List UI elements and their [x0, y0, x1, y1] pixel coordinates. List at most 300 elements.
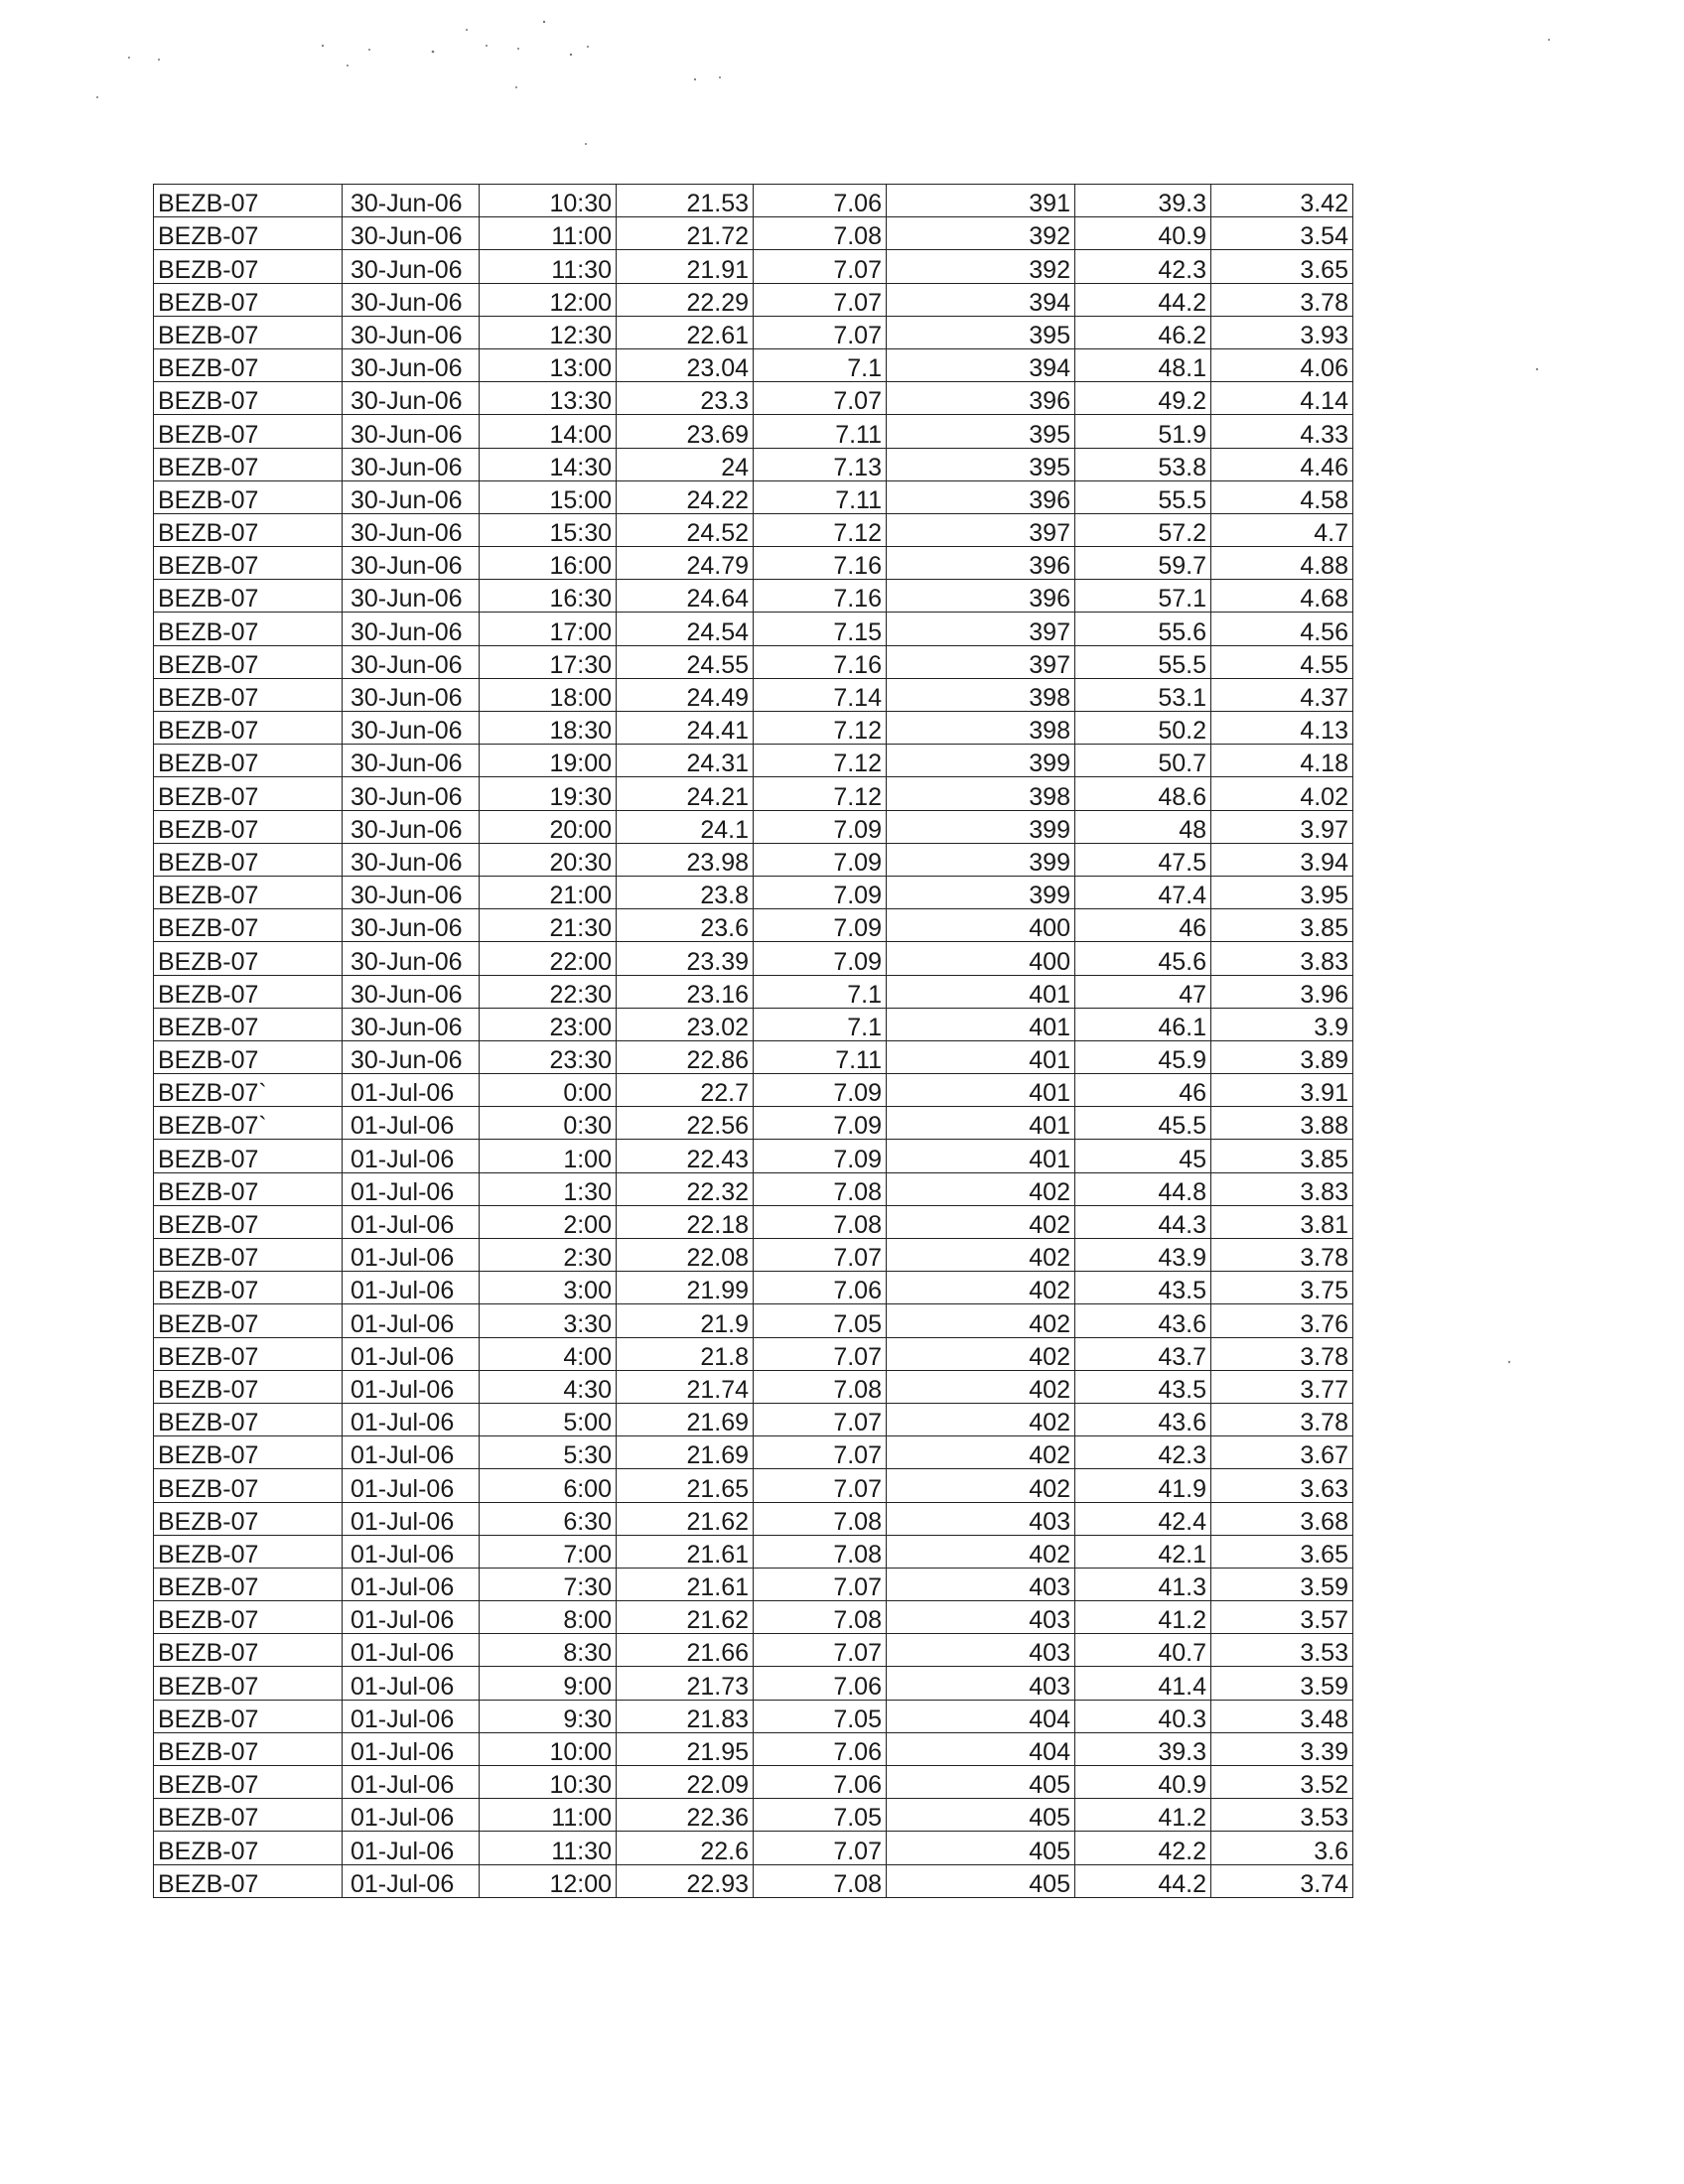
date-cell: 01-Jul-06 — [343, 1074, 480, 1107]
value5-cell: 3.65 — [1211, 1535, 1353, 1568]
table-row — [154, 1502, 1353, 1535]
time-cell: 17:00 — [480, 613, 617, 645]
value3-cell: 398 — [887, 678, 1075, 711]
value4-cell: 47.4 — [1075, 876, 1211, 908]
table-row — [154, 1732, 1353, 1765]
date-cell: 30-Jun-06 — [343, 777, 480, 810]
value2-cell: 7.16 — [754, 547, 887, 580]
site-cell: BEZB-07 — [154, 1436, 343, 1469]
table-row — [154, 745, 1353, 777]
value1-cell: 21.53 — [617, 185, 754, 217]
value2-cell: 7.11 — [754, 1040, 887, 1073]
value5-cell: 4.13 — [1211, 712, 1353, 745]
value4-cell: 49.2 — [1075, 382, 1211, 415]
time-cell: 20:30 — [480, 843, 617, 876]
value3-cell: 402 — [887, 1304, 1075, 1337]
value2-cell: 7.07 — [754, 382, 887, 415]
value4-cell: 43.6 — [1075, 1403, 1211, 1435]
site-cell: BEZB-07` — [154, 1074, 343, 1107]
table-row — [154, 250, 1353, 283]
value2-cell: 7.08 — [754, 1864, 887, 1897]
table-row — [154, 1107, 1353, 1140]
value5-cell: 3.54 — [1211, 217, 1353, 250]
time-cell: 9:00 — [480, 1667, 617, 1700]
time-cell: 3:00 — [480, 1272, 617, 1304]
site-cell: BEZB-07 — [154, 1766, 343, 1799]
value4-cell: 51.9 — [1075, 415, 1211, 448]
value1-cell: 21.62 — [617, 1502, 754, 1535]
table-row — [154, 1535, 1353, 1568]
date-cell: 01-Jul-06 — [343, 1667, 480, 1700]
time-cell: 7:30 — [480, 1568, 617, 1600]
date-cell: 30-Jun-06 — [343, 745, 480, 777]
value3-cell: 405 — [887, 1766, 1075, 1799]
value2-cell: 7.08 — [754, 1370, 887, 1403]
site-cell: BEZB-07 — [154, 480, 343, 513]
table-row — [154, 645, 1353, 678]
value3-cell: 400 — [887, 942, 1075, 975]
value3-cell: 401 — [887, 1107, 1075, 1140]
value5-cell: 3.42 — [1211, 185, 1353, 217]
table-row — [154, 580, 1353, 613]
value5-cell: 3.83 — [1211, 1172, 1353, 1205]
value1-cell: 23.6 — [617, 909, 754, 942]
table-row — [154, 1700, 1353, 1732]
value5-cell: 4.68 — [1211, 580, 1353, 613]
date-cell: 30-Jun-06 — [343, 1008, 480, 1040]
table-row — [154, 185, 1353, 217]
value2-cell: 7.1 — [754, 975, 887, 1008]
table-row — [154, 217, 1353, 250]
date-cell: 30-Jun-06 — [343, 415, 480, 448]
value5-cell: 4.58 — [1211, 480, 1353, 513]
date-cell: 30-Jun-06 — [343, 712, 480, 745]
value4-cell: 42.3 — [1075, 250, 1211, 283]
time-cell: 1:30 — [480, 1172, 617, 1205]
site-cell: BEZB-07 — [154, 942, 343, 975]
value4-cell: 39.3 — [1075, 1732, 1211, 1765]
value3-cell: 395 — [887, 415, 1075, 448]
value3-cell: 396 — [887, 580, 1075, 613]
date-cell: 01-Jul-06 — [343, 1304, 480, 1337]
value5-cell: 3.76 — [1211, 1304, 1353, 1337]
table-row — [154, 1205, 1353, 1238]
table-row — [154, 1172, 1353, 1205]
value5-cell: 4.56 — [1211, 613, 1353, 645]
table-row — [154, 1766, 1353, 1799]
value2-cell: 7.09 — [754, 909, 887, 942]
site-cell: BEZB-07 — [154, 348, 343, 381]
site-cell: BEZB-07 — [154, 1403, 343, 1435]
table-row — [154, 1040, 1353, 1073]
time-cell: 12:30 — [480, 316, 617, 348]
date-cell: 30-Jun-06 — [343, 382, 480, 415]
time-cell: 19:00 — [480, 745, 617, 777]
value1-cell: 21.61 — [617, 1568, 754, 1600]
value1-cell: 24.52 — [617, 513, 754, 546]
value2-cell: 7.09 — [754, 1140, 887, 1172]
table-row — [154, 448, 1353, 480]
site-cell: BEZB-07 — [154, 283, 343, 316]
table-row — [154, 348, 1353, 381]
date-cell: 30-Jun-06 — [343, 678, 480, 711]
table-row — [154, 1337, 1353, 1370]
date-cell: 01-Jul-06 — [343, 1337, 480, 1370]
value5-cell: 4.37 — [1211, 678, 1353, 711]
time-cell: 5:30 — [480, 1436, 617, 1469]
table-row — [154, 777, 1353, 810]
value3-cell: 392 — [887, 217, 1075, 250]
site-cell: BEZB-07 — [154, 250, 343, 283]
value5-cell: 3.75 — [1211, 1272, 1353, 1304]
value1-cell: 24.1 — [617, 810, 754, 843]
value2-cell: 7.07 — [754, 283, 887, 316]
value2-cell: 7.09 — [754, 942, 887, 975]
value3-cell: 403 — [887, 1601, 1075, 1634]
value4-cell: 45.5 — [1075, 1107, 1211, 1140]
date-cell: 01-Jul-06 — [343, 1272, 480, 1304]
date-cell: 01-Jul-06 — [343, 1799, 480, 1832]
date-cell: 30-Jun-06 — [343, 975, 480, 1008]
value5-cell: 3.78 — [1211, 1403, 1353, 1435]
value3-cell: 402 — [887, 1272, 1075, 1304]
value1-cell: 21.62 — [617, 1601, 754, 1634]
value5-cell: 3.78 — [1211, 283, 1353, 316]
value1-cell: 22.08 — [617, 1239, 754, 1272]
value5-cell: 3.95 — [1211, 876, 1353, 908]
table-row — [154, 1272, 1353, 1304]
time-cell: 23:30 — [480, 1040, 617, 1073]
date-cell: 01-Jul-06 — [343, 1535, 480, 1568]
value1-cell: 22.7 — [617, 1074, 754, 1107]
value3-cell: 396 — [887, 547, 1075, 580]
value5-cell: 3.63 — [1211, 1469, 1353, 1502]
value5-cell: 3.53 — [1211, 1634, 1353, 1667]
date-cell: 01-Jul-06 — [343, 1436, 480, 1469]
value3-cell: 399 — [887, 843, 1075, 876]
date-cell: 30-Jun-06 — [343, 217, 480, 250]
site-cell: BEZB-07 — [154, 1205, 343, 1238]
date-cell: 01-Jul-06 — [343, 1601, 480, 1634]
table-row — [154, 1799, 1353, 1832]
table-row — [154, 1568, 1353, 1600]
table-row — [154, 513, 1353, 546]
value4-cell: 46 — [1075, 909, 1211, 942]
site-cell: BEZB-07 — [154, 1864, 343, 1897]
value4-cell: 43.5 — [1075, 1370, 1211, 1403]
time-cell: 18:30 — [480, 712, 617, 745]
table-row — [154, 316, 1353, 348]
value4-cell: 42.4 — [1075, 1502, 1211, 1535]
value5-cell: 4.55 — [1211, 645, 1353, 678]
value2-cell: 7.11 — [754, 415, 887, 448]
site-cell: BEZB-07 — [154, 1272, 343, 1304]
value2-cell: 7.06 — [754, 185, 887, 217]
value2-cell: 7.08 — [754, 1172, 887, 1205]
value1-cell: 24.54 — [617, 613, 754, 645]
value4-cell: 47 — [1075, 975, 1211, 1008]
table-row — [154, 547, 1353, 580]
value5-cell: 3.78 — [1211, 1337, 1353, 1370]
value2-cell: 7.07 — [754, 1832, 887, 1864]
time-cell: 8:00 — [480, 1601, 617, 1634]
site-cell: BEZB-07 — [154, 645, 343, 678]
time-cell: 4:30 — [480, 1370, 617, 1403]
site-cell: BEZB-07 — [154, 1140, 343, 1172]
value2-cell: 7.08 — [754, 1601, 887, 1634]
date-cell: 01-Jul-06 — [343, 1864, 480, 1897]
value2-cell: 7.07 — [754, 1568, 887, 1600]
date-cell: 30-Jun-06 — [343, 480, 480, 513]
value4-cell: 44.2 — [1075, 283, 1211, 316]
value5-cell: 3.6 — [1211, 1832, 1353, 1864]
site-cell: BEZB-07 — [154, 1732, 343, 1765]
time-cell: 19:30 — [480, 777, 617, 810]
value4-cell: 45 — [1075, 1140, 1211, 1172]
time-cell: 22:30 — [480, 975, 617, 1008]
site-cell: BEZB-07 — [154, 1239, 343, 1272]
date-cell: 30-Jun-06 — [343, 1040, 480, 1073]
value4-cell: 40.7 — [1075, 1634, 1211, 1667]
value3-cell: 399 — [887, 745, 1075, 777]
date-cell: 01-Jul-06 — [343, 1634, 480, 1667]
date-cell: 01-Jul-06 — [343, 1502, 480, 1535]
table-row — [154, 712, 1353, 745]
value3-cell: 394 — [887, 283, 1075, 316]
value5-cell: 4.18 — [1211, 745, 1353, 777]
value1-cell: 21.73 — [617, 1667, 754, 1700]
value4-cell: 42.2 — [1075, 1832, 1211, 1864]
date-cell: 30-Jun-06 — [343, 250, 480, 283]
value1-cell: 21.72 — [617, 217, 754, 250]
value5-cell: 3.81 — [1211, 1205, 1353, 1238]
value2-cell: 7.07 — [754, 250, 887, 283]
value4-cell: 40.9 — [1075, 217, 1211, 250]
site-cell: BEZB-07 — [154, 1370, 343, 1403]
value1-cell: 22.6 — [617, 1832, 754, 1864]
value3-cell: 403 — [887, 1502, 1075, 1535]
value3-cell: 391 — [887, 185, 1075, 217]
value3-cell: 397 — [887, 613, 1075, 645]
value3-cell: 395 — [887, 316, 1075, 348]
value4-cell: 44.3 — [1075, 1205, 1211, 1238]
site-cell: BEZB-07 — [154, 1469, 343, 1502]
date-cell: 01-Jul-06 — [343, 1469, 480, 1502]
value3-cell: 401 — [887, 975, 1075, 1008]
value5-cell: 3.94 — [1211, 843, 1353, 876]
value4-cell: 50.7 — [1075, 745, 1211, 777]
table-row — [154, 1601, 1353, 1634]
date-cell: 30-Jun-06 — [343, 185, 480, 217]
value3-cell: 404 — [887, 1700, 1075, 1732]
value3-cell: 396 — [887, 382, 1075, 415]
time-cell: 6:00 — [480, 1469, 617, 1502]
site-cell: BEZB-07 — [154, 1832, 343, 1864]
value1-cell: 22.61 — [617, 316, 754, 348]
value5-cell: 3.88 — [1211, 1107, 1353, 1140]
value1-cell: 23.04 — [617, 348, 754, 381]
value4-cell: 53.1 — [1075, 678, 1211, 711]
date-cell: 01-Jul-06 — [343, 1700, 480, 1732]
time-cell: 21:30 — [480, 909, 617, 942]
time-cell: 4:00 — [480, 1337, 617, 1370]
value2-cell: 7.16 — [754, 645, 887, 678]
table-row — [154, 415, 1353, 448]
value2-cell: 7.1 — [754, 348, 887, 381]
value2-cell: 7.07 — [754, 1469, 887, 1502]
date-cell: 30-Jun-06 — [343, 547, 480, 580]
site-cell: BEZB-07 — [154, 580, 343, 613]
value5-cell: 3.85 — [1211, 909, 1353, 942]
table-row — [154, 1864, 1353, 1897]
site-cell: BEZB-07 — [154, 678, 343, 711]
time-cell: 2:00 — [480, 1205, 617, 1238]
value3-cell: 402 — [887, 1205, 1075, 1238]
time-cell: 10:30 — [480, 185, 617, 217]
value5-cell: 3.39 — [1211, 1732, 1353, 1765]
value2-cell: 7.15 — [754, 613, 887, 645]
value4-cell: 46.2 — [1075, 316, 1211, 348]
site-cell: BEZB-07 — [154, 876, 343, 908]
value5-cell: 3.65 — [1211, 250, 1353, 283]
value1-cell: 21.91 — [617, 250, 754, 283]
site-cell: BEZB-07 — [154, 1040, 343, 1073]
value2-cell: 7.07 — [754, 1403, 887, 1435]
table-row — [154, 1074, 1353, 1107]
site-cell: BEZB-07 — [154, 316, 343, 348]
date-cell: 01-Jul-06 — [343, 1370, 480, 1403]
date-cell: 30-Jun-06 — [343, 613, 480, 645]
value1-cell: 22.43 — [617, 1140, 754, 1172]
value5-cell: 3.74 — [1211, 1864, 1353, 1897]
value4-cell: 59.7 — [1075, 547, 1211, 580]
value1-cell: 24.55 — [617, 645, 754, 678]
value1-cell: 24.31 — [617, 745, 754, 777]
date-cell: 30-Jun-06 — [343, 876, 480, 908]
site-cell: BEZB-07 — [154, 810, 343, 843]
site-cell: BEZB-07 — [154, 547, 343, 580]
value3-cell: 402 — [887, 1436, 1075, 1469]
value2-cell: 7.08 — [754, 1205, 887, 1238]
site-cell: BEZB-07 — [154, 745, 343, 777]
value1-cell: 23.39 — [617, 942, 754, 975]
table-row — [154, 1634, 1353, 1667]
value5-cell: 3.59 — [1211, 1667, 1353, 1700]
value5-cell: 3.67 — [1211, 1436, 1353, 1469]
site-cell: BEZB-07 — [154, 1700, 343, 1732]
value5-cell: 4.46 — [1211, 448, 1353, 480]
value1-cell: 24.22 — [617, 480, 754, 513]
value4-cell: 43.7 — [1075, 1337, 1211, 1370]
time-cell: 10:30 — [480, 1766, 617, 1799]
time-cell: 8:30 — [480, 1634, 617, 1667]
table-row — [154, 876, 1353, 908]
value1-cell: 21.61 — [617, 1535, 754, 1568]
date-cell: 01-Jul-06 — [343, 1107, 480, 1140]
value4-cell: 40.3 — [1075, 1700, 1211, 1732]
value5-cell: 3.83 — [1211, 942, 1353, 975]
value5-cell: 4.14 — [1211, 382, 1353, 415]
time-cell: 11:30 — [480, 1832, 617, 1864]
value1-cell: 21.66 — [617, 1634, 754, 1667]
value2-cell: 7.1 — [754, 1008, 887, 1040]
site-cell: BEZB-07 — [154, 1667, 343, 1700]
time-cell: 21:00 — [480, 876, 617, 908]
value3-cell: 400 — [887, 909, 1075, 942]
value3-cell: 401 — [887, 1040, 1075, 1073]
value4-cell: 47.5 — [1075, 843, 1211, 876]
value3-cell: 401 — [887, 1074, 1075, 1107]
site-cell: BEZB-07 — [154, 712, 343, 745]
time-cell: 13:00 — [480, 348, 617, 381]
scan-edge-specks — [1489, 298, 1609, 1489]
date-cell: 30-Jun-06 — [343, 645, 480, 678]
time-cell: 5:00 — [480, 1403, 617, 1435]
value1-cell: 22.09 — [617, 1766, 754, 1799]
value4-cell: 50.2 — [1075, 712, 1211, 745]
value2-cell: 7.13 — [754, 448, 887, 480]
site-cell: BEZB-07 — [154, 185, 343, 217]
site-cell: BEZB-07 — [154, 777, 343, 810]
value4-cell: 42.3 — [1075, 1436, 1211, 1469]
value1-cell: 24.49 — [617, 678, 754, 711]
table-row — [154, 1403, 1353, 1435]
value5-cell: 3.97 — [1211, 810, 1353, 843]
value2-cell: 7.09 — [754, 1107, 887, 1140]
date-cell: 01-Jul-06 — [343, 1403, 480, 1435]
date-cell: 01-Jul-06 — [343, 1172, 480, 1205]
time-cell: 9:30 — [480, 1700, 617, 1732]
value1-cell: 22.29 — [617, 283, 754, 316]
value4-cell: 53.8 — [1075, 448, 1211, 480]
value5-cell: 3.68 — [1211, 1502, 1353, 1535]
date-cell: 30-Jun-06 — [343, 283, 480, 316]
value4-cell: 55.5 — [1075, 645, 1211, 678]
value3-cell: 402 — [887, 1403, 1075, 1435]
value1-cell: 22.93 — [617, 1864, 754, 1897]
table-row — [154, 843, 1353, 876]
date-cell: 30-Jun-06 — [343, 843, 480, 876]
table-row — [154, 1667, 1353, 1700]
value1-cell: 23.98 — [617, 843, 754, 876]
value3-cell: 402 — [887, 1535, 1075, 1568]
scan-noise-specks — [0, 0, 1684, 179]
value3-cell: 405 — [887, 1799, 1075, 1832]
site-cell: BEZB-07 — [154, 1634, 343, 1667]
date-cell: 01-Jul-06 — [343, 1205, 480, 1238]
value5-cell: 3.78 — [1211, 1239, 1353, 1272]
value2-cell: 7.09 — [754, 810, 887, 843]
time-cell: 0:30 — [480, 1107, 617, 1140]
value4-cell: 41.4 — [1075, 1667, 1211, 1700]
value4-cell: 55.6 — [1075, 613, 1211, 645]
time-cell: 16:30 — [480, 580, 617, 613]
value5-cell: 3.91 — [1211, 1074, 1353, 1107]
value1-cell: 21.9 — [617, 1304, 754, 1337]
table-row — [154, 1436, 1353, 1469]
value4-cell: 55.5 — [1075, 480, 1211, 513]
value2-cell: 7.06 — [754, 1732, 887, 1765]
value1-cell: 22.32 — [617, 1172, 754, 1205]
value1-cell: 24.79 — [617, 547, 754, 580]
value4-cell: 46.1 — [1075, 1008, 1211, 1040]
value3-cell: 402 — [887, 1469, 1075, 1502]
value2-cell: 7.07 — [754, 1436, 887, 1469]
value1-cell: 23.02 — [617, 1008, 754, 1040]
value1-cell: 23.69 — [617, 415, 754, 448]
value1-cell: 23.16 — [617, 975, 754, 1008]
value5-cell: 3.48 — [1211, 1700, 1353, 1732]
